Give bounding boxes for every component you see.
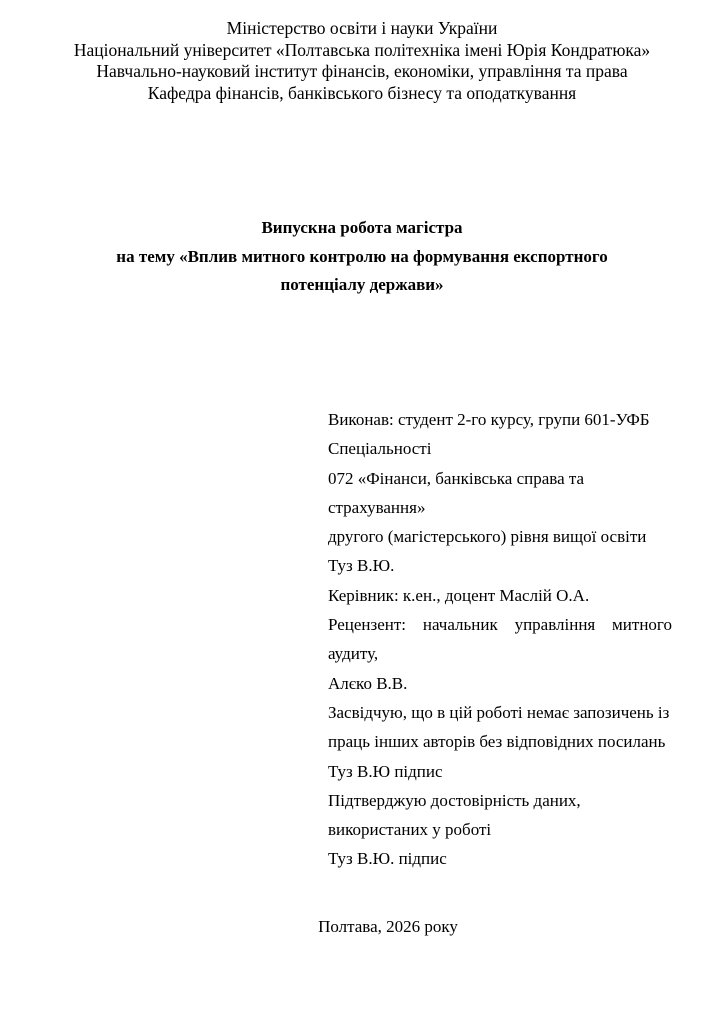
reviewer-word: Рецензент: xyxy=(328,615,407,635)
reviewer-word: управління xyxy=(514,615,596,635)
student-name: Туз В.Ю. xyxy=(328,556,395,576)
institute-name: Навчально-науковий інститут фінансів, економіки, управління та права xyxy=(96,61,628,81)
certify-line-2: праць інших авторів без відповідних посилань xyxy=(328,732,666,752)
author-info-block xyxy=(328,405,672,874)
supervisor: Керівник: к.ен., доцент Маслій О.А. xyxy=(328,585,590,605)
reviewer-line-1 xyxy=(328,610,672,639)
reviewer-word: митного xyxy=(612,615,672,635)
specialty-line-2: страхування» xyxy=(328,497,426,517)
city-year: Полтава, 2026 року xyxy=(318,917,458,936)
reviewer-name: Алєко В.В. xyxy=(328,673,408,693)
thesis-title xyxy=(0,214,724,300)
certify-line-1: Засвідчую, що в цій роботі немає запозичень із xyxy=(328,702,670,722)
institution-header xyxy=(0,18,724,104)
reviewer-line-2: аудиту, xyxy=(328,644,379,664)
thesis-type: Випускна робота магістра xyxy=(261,218,463,237)
thesis-topic-line-2: потенціалу держави» xyxy=(280,275,444,294)
confirm-line-1: Підтверджую достовірність даних, xyxy=(328,790,581,810)
department-name: Кафедра фінансів, банківського бізнесу та оподаткування xyxy=(147,82,577,103)
university-name: Національний університет «Полтавська політехніка імені Юрія Кондратюка» xyxy=(73,39,651,60)
reviewer-word: начальник xyxy=(422,615,498,635)
specialty-line-1: 072 «Фінанси, банківська справа та xyxy=(328,468,585,488)
thesis-topic-line-1: на тему «Вплив митного контролю на формування експортного xyxy=(116,246,608,266)
specialty-label: Спеціальності xyxy=(328,439,432,459)
confirm-signature: Туз В.Ю. підпис xyxy=(328,849,447,869)
performed-by: Виконав: студент 2-го курсу, групи 601-УФБ xyxy=(328,410,650,429)
certify-signature: Туз В.Ю підпис xyxy=(328,761,443,781)
ministry-name: Міністерство освіти і науки України xyxy=(226,18,498,38)
education-level: другого (магістерського) рівня вищої освіти xyxy=(328,527,647,547)
confirm-line-2: використаних у роботі xyxy=(328,820,492,840)
